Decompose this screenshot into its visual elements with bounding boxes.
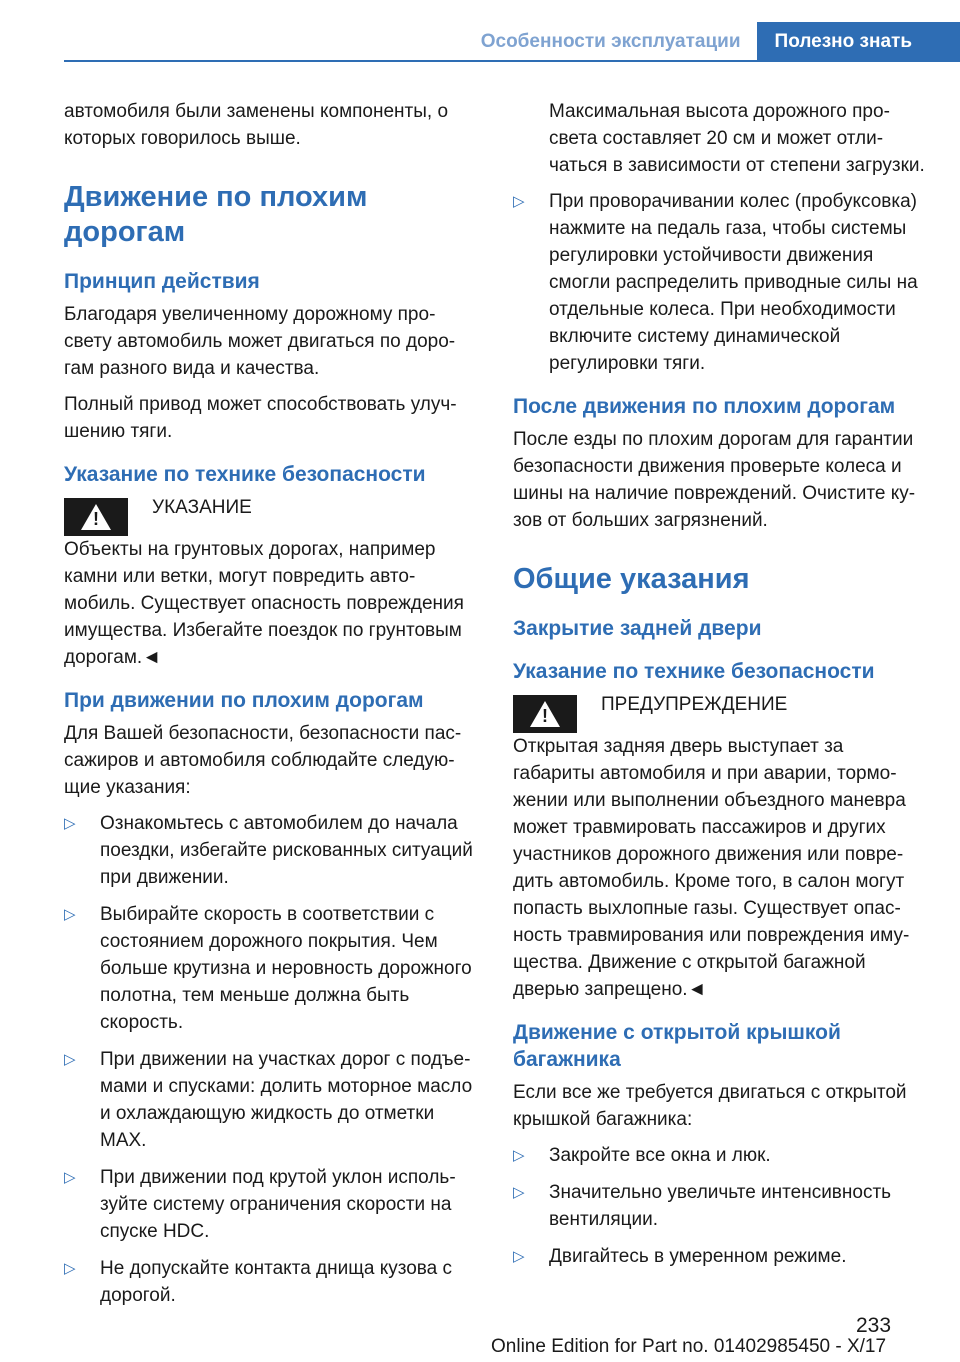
- bullet-triangle-icon: ▷: [64, 1051, 76, 1068]
- warning-icon: !: [513, 695, 577, 733]
- heading-driving-rough: При движении по плохим дорогам: [64, 689, 424, 712]
- active-tab[interactable]: Полезно знать: [757, 22, 960, 62]
- bullet-triangle-icon: ▷: [513, 1184, 525, 1201]
- paragraph-clearance: Благодаря увеличенному дорожному просвету автомобиль может двигаться по дорогам разного вида и качества.: [64, 304, 456, 379]
- bullet-triangle-icon: ▷: [513, 1248, 525, 1265]
- left-column: [64, 98, 476, 1319]
- list-item: ▷ Двигайтесь в умеренном режиме.: [513, 1243, 926, 1270]
- paragraph-after: После езды по плохим дорогам для гарантии безопасности движения проверьте колеса и шины на наличие повреждений. Очистите кузов от больших загрязнений.: [513, 429, 916, 531]
- list-item: ▷ При проворачивании колес (пробуксовка) нажмите на педаль газа, чтобы системы регулировки устойчивости движения смогли распределить приводные силы на отдельные колеса. При необходимости включите систему динамической регулировки тяги.: [513, 188, 926, 377]
- list-item: ▷ Выбирайте скорость в соответствии с состоянием дорожного покрытия. Чем больше крутизна и неровность дорожного полотна, тем меньше должна быть скорость.: [64, 901, 476, 1036]
- heading-general: Общие указания: [513, 563, 750, 595]
- continued-text: Максимальная высота дорожного просвета составляет 20 см и может отличаться в зависимости от степени загрузки.: [549, 101, 925, 176]
- right-column: [513, 98, 926, 1280]
- list-item: ▷ Значительно увеличьте интенсивность вентиляции.: [513, 1179, 926, 1233]
- notice-block: [64, 494, 476, 536]
- heading-safety-note-2: Указание по технике безопасности: [513, 660, 875, 683]
- heading-safety-note: Указание по технике безопасности: [64, 463, 426, 486]
- section-tab[interactable]: Особенности эксплуатации: [480, 31, 741, 52]
- paragraph-open-trunk: Если все же требуется двигаться с открытой крышкой багажника:: [513, 1082, 907, 1130]
- notice-title: УКАЗАНИЕ: [152, 497, 252, 518]
- heading-rough-roads: Движение по плохим дорогам: [64, 181, 368, 248]
- list-item: ▷ При движении под крутой уклон используйте систему ограничения скорости на спуске HDC.: [64, 1164, 476, 1245]
- page-number: 233: [856, 1314, 892, 1337]
- edition-footer: Online Edition for Part no. 01402985450 - X/17: [491, 1336, 887, 1357]
- paragraph-awd: Полный привод может способствовать улучшению тяги.: [64, 394, 457, 442]
- bullet-triangle-icon: ▷: [64, 1169, 76, 1186]
- bullet-triangle-icon: ▷: [513, 193, 525, 210]
- bullet-triangle-icon: ▷: [64, 815, 76, 832]
- list-item: ▷ Ознакомьтесь с автомобилем до начала поездки, избегайте рискованных ситуаций при движении.: [64, 810, 476, 891]
- heading-after-driving: После движения по плохим дорогам: [513, 395, 896, 418]
- warning-icon: !: [64, 498, 128, 536]
- heading-tailgate: Закрытие задней двери: [513, 617, 762, 640]
- list-item: ▷ При движении на участках дорог с подъемами и спусками: долить моторное масло и охлаждающую жидкость до отметки MAX.: [64, 1046, 476, 1154]
- warning-block: [513, 691, 926, 733]
- warning-text: Открытая задняя дверь выступает за габариты автомобиля и при аварии, торможении или выполнении объездного маневра может травмировать пассажиров и других участников дорожного движения или повредить автомобиль. Кроме того, в салон могут попасть выхлопные газы. Существует опасность травмирования или повреждения имущества. Движение с открытой багажной дверью запрещено.◄: [513, 736, 910, 1000]
- warning-title: ПРЕДУПРЕЖДЕНИЕ: [601, 694, 788, 715]
- bullet-triangle-icon: ▷: [64, 1260, 76, 1277]
- header-tabs: [461, 22, 960, 62]
- bullet-triangle-icon: ▷: [513, 1147, 525, 1164]
- list-item: ▷ Закройте все окна и люк.: [513, 1142, 926, 1169]
- traction-list: [513, 188, 926, 377]
- notice-text: Объекты на грунтовых дорогах, например камни или ветки, могут повредить автомобиль. Существует опасность повреждения имущества. Избегайте поездок по грунтовым дорогам.◄: [64, 539, 464, 668]
- header-rule: [64, 60, 960, 62]
- open-trunk-list: [513, 1142, 926, 1270]
- intro-text: автомобиля были заменены компоненты, о которых говорилось выше.: [64, 101, 449, 149]
- instructions-list: [64, 810, 476, 1309]
- list-item: ▷ Не допускайте контакта днища кузова с дорогой.: [64, 1255, 476, 1309]
- heading-principle: Принцип действия: [64, 270, 260, 293]
- heading-open-trunk: Движение с открытой крышкой багажника: [513, 1021, 841, 1071]
- bullet-triangle-icon: ▷: [64, 906, 76, 923]
- paragraph-instructions: Для Вашей безопасности, безопасности пассажиров и автомобиля соблюдайте следующие указания:: [64, 723, 462, 798]
